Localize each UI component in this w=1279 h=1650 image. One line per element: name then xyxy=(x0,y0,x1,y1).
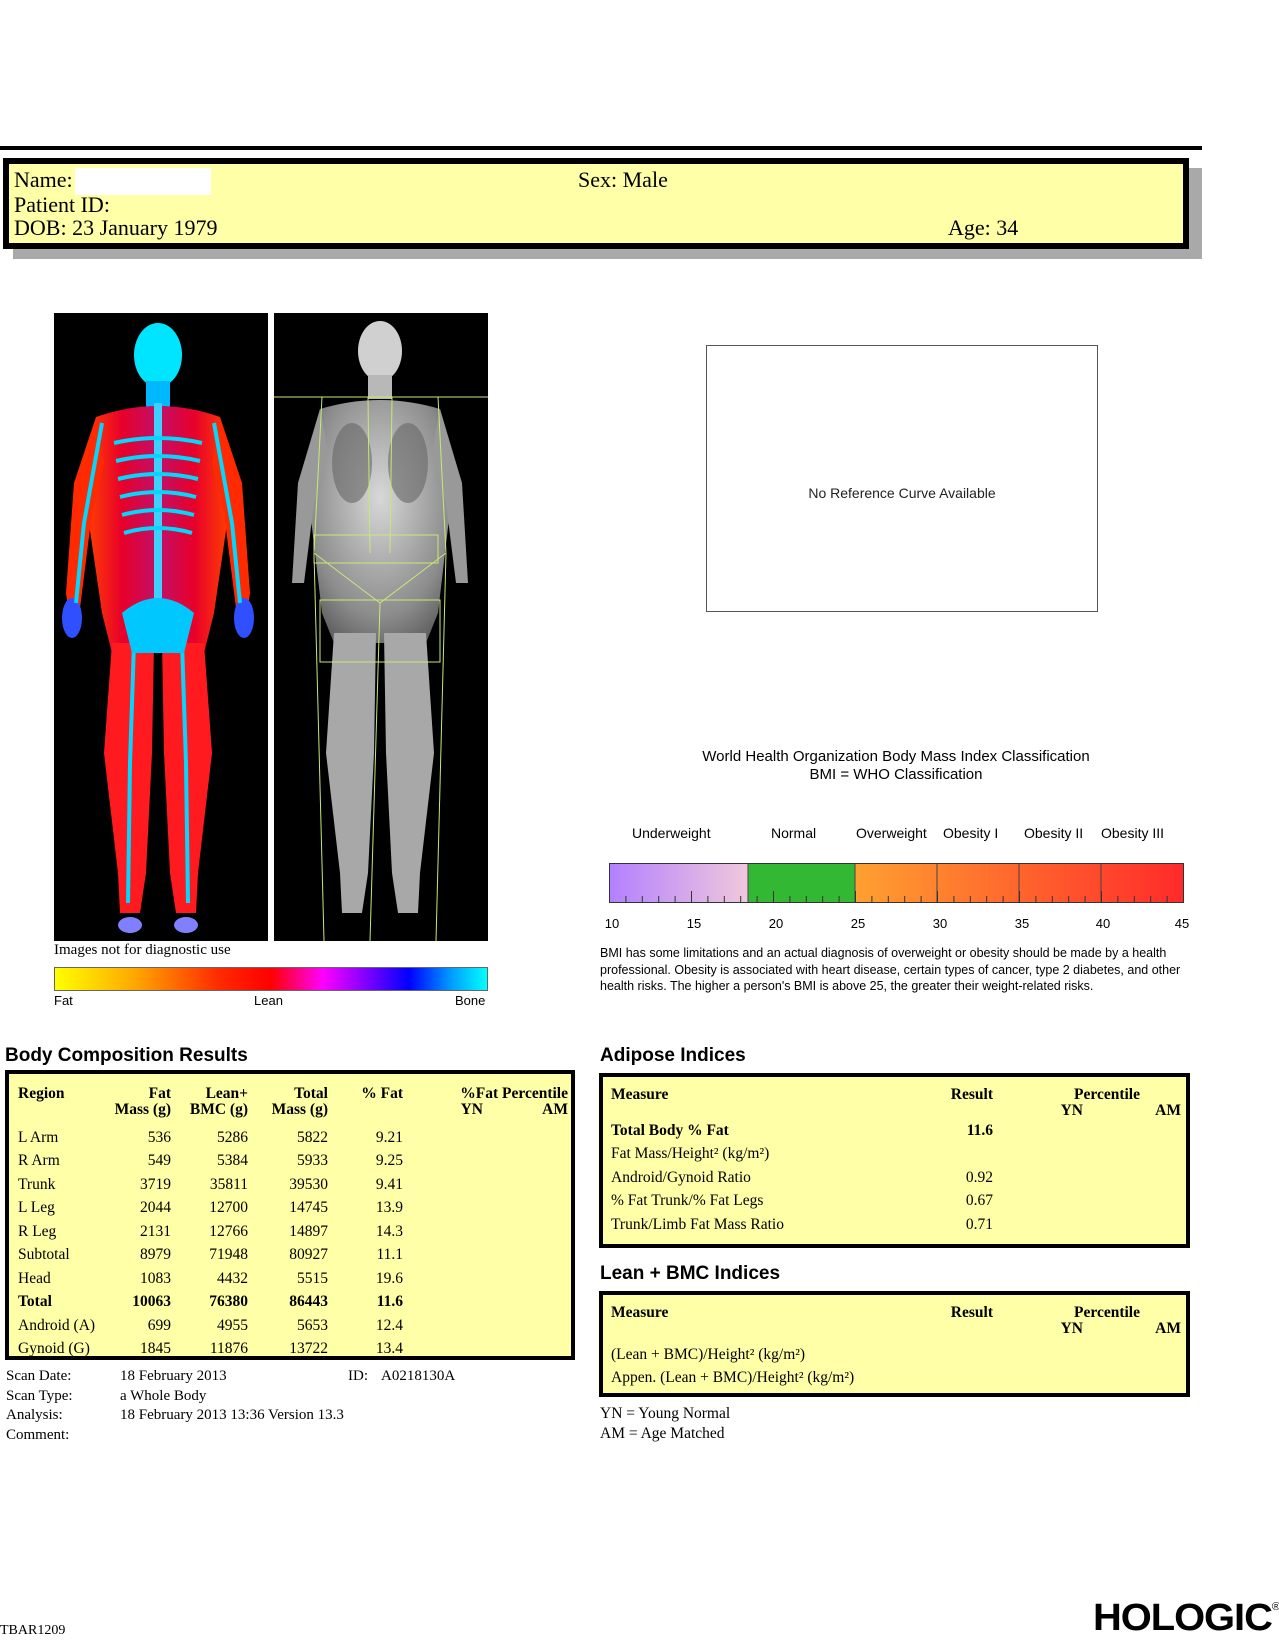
age-value: 34 xyxy=(996,215,1019,240)
body-composition-color-image xyxy=(54,313,268,941)
scan-type-label: Scan Type: xyxy=(6,1387,73,1404)
row-yn xyxy=(403,1314,483,1338)
row-lean: 35811 xyxy=(209,1175,248,1193)
measure-result xyxy=(883,1343,993,1367)
row-pct-fat: 14.3 xyxy=(375,1222,403,1240)
bmi-title: World Health Organization Body Mass Index Classification xyxy=(702,748,1090,765)
bmi-category-obesity-1: Obesity I xyxy=(943,825,999,841)
scan-id-label: ID: xyxy=(348,1368,368,1384)
row-region: Subtotal xyxy=(18,1246,70,1264)
row-yn xyxy=(403,1197,483,1221)
colorbar-label-bone: Bone xyxy=(455,993,486,1008)
row-pct-fat: 11.1 xyxy=(376,1246,403,1264)
fat-lean-bone-colorbar xyxy=(54,967,488,991)
comment-label: Comment: xyxy=(6,1426,70,1443)
row-pct-fat: 19.6 xyxy=(375,1269,403,1287)
row-am xyxy=(483,1173,568,1197)
row-region: L Leg xyxy=(18,1199,55,1217)
patient-name-row xyxy=(14,168,73,192)
measure-name: Trunk/Limb Fat Mass Ratio xyxy=(611,1215,784,1233)
header-total-1: Total xyxy=(294,1085,328,1102)
name-label: Name: xyxy=(14,167,73,192)
scan-date-value: 18 February 2013 xyxy=(120,1368,227,1384)
sex-row xyxy=(578,168,668,192)
measure-name: % Fat Trunk/% Fat Legs xyxy=(611,1192,764,1210)
colorbar-label-lean: Lean xyxy=(254,993,283,1008)
table-row xyxy=(611,1367,1181,1391)
bmi-category-obesity-2: Obesity II xyxy=(1024,825,1084,841)
trademark-icon: ® xyxy=(1271,1601,1279,1613)
row-fat: 549 xyxy=(147,1152,171,1170)
row-fat: 2131 xyxy=(140,1222,171,1240)
measure-yn xyxy=(993,1190,1083,1214)
patient-id-row xyxy=(14,193,110,217)
row-lean: 5286 xyxy=(217,1128,248,1146)
adipose-header-yn: YN xyxy=(1060,1102,1083,1119)
row-region: R Leg xyxy=(18,1222,57,1240)
measure-yn xyxy=(993,1166,1083,1190)
row-yn xyxy=(403,1173,483,1197)
row-total: 39530 xyxy=(289,1175,328,1193)
row-total: 5653 xyxy=(297,1316,328,1334)
row-region: Head xyxy=(18,1269,51,1287)
legend-yn: YN = Young Normal xyxy=(600,1405,731,1422)
row-total: 5933 xyxy=(297,1152,328,1170)
bmi-tick-10: 10 xyxy=(604,916,620,931)
row-region: R Arm xyxy=(18,1152,60,1170)
row-fat: 1083 xyxy=(140,1269,171,1287)
lean-header-percentile: Percentile xyxy=(1074,1304,1140,1321)
row-pct-fat: 13.4 xyxy=(375,1340,403,1358)
age-row xyxy=(948,216,1018,240)
lean-header-yn: YN xyxy=(1060,1320,1083,1337)
bmi-scale-bar xyxy=(609,863,1184,903)
bmi-category-normal: Normal xyxy=(771,825,817,841)
measure-yn xyxy=(993,1213,1083,1237)
row-fat: 3719 xyxy=(140,1175,171,1193)
scan-date-label: Scan Date: xyxy=(6,1368,72,1384)
bmi-category-underweight: Underweight xyxy=(632,825,711,841)
row-yn xyxy=(403,1338,483,1362)
header-fat-2: Mass (g) xyxy=(114,1101,171,1118)
table-row xyxy=(18,1267,568,1291)
row-pct-fat: 9.25 xyxy=(375,1152,403,1170)
table-row xyxy=(18,1314,568,1338)
measure-am xyxy=(1083,1343,1181,1367)
sex-label: Sex: xyxy=(578,167,618,192)
table-row xyxy=(18,1126,568,1150)
row-yn xyxy=(403,1126,483,1150)
row-lean: 4955 xyxy=(217,1316,248,1334)
header-yn: YN xyxy=(460,1101,483,1118)
reference-curve-panel xyxy=(706,345,1098,612)
row-pct-fat: 13.9 xyxy=(375,1199,403,1217)
name-redaction xyxy=(75,168,211,195)
reference-curve-message: No Reference Curve Available xyxy=(808,485,996,501)
adipose-indices-table xyxy=(611,1087,1181,1237)
row-lean: 71948 xyxy=(209,1246,248,1264)
measure-yn xyxy=(993,1367,1083,1391)
patient-id-label: Patient ID: xyxy=(14,192,110,217)
row-lean: 76380 xyxy=(209,1293,248,1311)
measure-am xyxy=(1083,1213,1181,1237)
table-row xyxy=(611,1119,1181,1143)
measure-yn xyxy=(993,1143,1083,1167)
report-code: TBAR1209 xyxy=(0,1623,66,1638)
row-yn xyxy=(403,1267,483,1291)
header-lean-1: Lean+ xyxy=(205,1085,248,1102)
row-am xyxy=(483,1150,568,1174)
bmi-band-underweight xyxy=(609,863,748,903)
row-fat: 536 xyxy=(147,1128,171,1146)
row-region: Android (A) xyxy=(18,1316,96,1334)
lean-bmc-indices-title: Lean + BMC Indices xyxy=(600,1263,781,1284)
patient-info-box xyxy=(3,158,1189,249)
row-am xyxy=(483,1338,568,1362)
row-lean: 11876 xyxy=(209,1340,248,1358)
row-am xyxy=(483,1267,568,1291)
row-total: 14897 xyxy=(289,1222,328,1240)
bmi-tick-20: 20 xyxy=(768,916,784,931)
row-lean: 5384 xyxy=(217,1152,248,1170)
row-fat: 8979 xyxy=(140,1246,171,1264)
measure-am xyxy=(1083,1367,1181,1391)
bmi-tick-25: 25 xyxy=(850,916,866,931)
measure-name: Android/Gynoid Ratio xyxy=(611,1168,751,1186)
dob-label: DOB: xyxy=(14,215,67,240)
bmi-category-obesity-3: Obesity III xyxy=(1101,825,1165,841)
sex-value: Male xyxy=(622,167,668,192)
table-row xyxy=(18,1220,568,1244)
adipose-indices-box xyxy=(599,1073,1190,1248)
header-lean-2: BMC (g) xyxy=(189,1101,248,1118)
row-fat: 10063 xyxy=(132,1293,171,1311)
row-total: 14745 xyxy=(289,1199,328,1217)
table-row xyxy=(18,1244,568,1268)
measure-result: 0.92 xyxy=(965,1168,993,1186)
table-row xyxy=(611,1143,1181,1167)
legend-am: AM = Age Matched xyxy=(600,1425,725,1442)
lean-header-measure: Measure xyxy=(611,1304,669,1321)
measure-name: (Lean + BMC)/Height² (kg/m²) xyxy=(611,1345,806,1363)
header-rule xyxy=(0,146,1202,150)
header-am: AM xyxy=(542,1101,568,1118)
table-row-total xyxy=(18,1291,568,1315)
row-total: 13722 xyxy=(289,1340,328,1358)
bmi-disclaimer: BMI has some limitations and an actual diagnosis of overweight or obesity should be made by a health professional. Obesity is associated with heart disease, certain types of cancer, type 2 diabetes, and other health risks. The higher a person's BMI is above 25, the greater their weight-related risks. xyxy=(600,946,1181,993)
row-total: 86443 xyxy=(289,1293,328,1311)
row-region: L Arm xyxy=(18,1128,59,1146)
bmi-tick-40: 40 xyxy=(1095,916,1111,931)
bmi-category-overweight: Overweight xyxy=(856,825,927,841)
body-composition-table xyxy=(18,1086,568,1361)
row-pct-fat: 12.4 xyxy=(375,1316,403,1334)
row-region: Total xyxy=(18,1293,52,1311)
header-fat-1: Fat xyxy=(148,1085,171,1102)
header-pct-fat: % Fat xyxy=(361,1085,403,1102)
scan-type-value: a Whole Body xyxy=(120,1387,207,1404)
lean-header-result: Result xyxy=(950,1304,993,1321)
table-row xyxy=(611,1343,1181,1367)
measure-name: Total Body % Fat xyxy=(611,1121,729,1139)
row-pct-fat: 9.21 xyxy=(375,1128,403,1146)
row-region: Gynoid (G) xyxy=(18,1340,90,1358)
measure-result: 0.71 xyxy=(965,1215,993,1233)
measure-am xyxy=(1083,1119,1181,1143)
percentile-legend xyxy=(600,1404,730,1444)
hologic-logo xyxy=(1093,1597,1279,1640)
measure-result xyxy=(883,1143,993,1167)
row-lean: 12766 xyxy=(209,1222,248,1240)
logo-text: HOLOGIC xyxy=(1093,1597,1272,1639)
adipose-header-percentile: Percentile xyxy=(1074,1086,1140,1103)
analysis-label: Analysis: xyxy=(6,1407,63,1423)
row-am xyxy=(483,1126,568,1150)
row-region: Trunk xyxy=(18,1175,56,1193)
row-pct-fat: 9.41 xyxy=(375,1175,403,1193)
header-region: Region xyxy=(18,1085,65,1102)
body-composition-table-box xyxy=(5,1070,575,1360)
row-yn xyxy=(403,1220,483,1244)
bmi-subtitle: BMI = WHO Classification xyxy=(809,766,983,783)
measure-am xyxy=(1083,1143,1181,1167)
header-total-2: Mass (g) xyxy=(271,1101,328,1118)
row-am xyxy=(483,1291,568,1315)
measure-name: Appen. (Lean + BMC)/Height² (kg/m²) xyxy=(611,1369,855,1387)
measure-am xyxy=(1083,1166,1181,1190)
bmi-tick-15: 15 xyxy=(686,916,702,931)
lean-bmc-indices-box xyxy=(599,1291,1190,1397)
measure-am xyxy=(1083,1190,1181,1214)
row-am xyxy=(483,1244,568,1268)
measure-result: 11.6 xyxy=(966,1121,993,1139)
lean-header-am: AM xyxy=(1155,1320,1181,1337)
bmi-tick-35: 35 xyxy=(1014,916,1030,931)
lean-bmc-indices-table xyxy=(611,1305,1181,1390)
scan-id-value: A0218130A xyxy=(381,1368,456,1384)
adipose-header-result: Result xyxy=(950,1086,993,1103)
dob-row xyxy=(14,216,217,240)
row-fat: 699 xyxy=(147,1316,171,1334)
row-total: 5822 xyxy=(297,1128,328,1146)
row-lean: 12700 xyxy=(209,1199,248,1217)
row-yn xyxy=(403,1244,483,1268)
row-lean: 4432 xyxy=(217,1269,248,1287)
bmi-tick-30: 30 xyxy=(932,916,948,931)
row-pct-fat: 11.6 xyxy=(376,1293,403,1311)
measure-name: Fat Mass/Height² (kg/m²) xyxy=(611,1145,770,1163)
row-am xyxy=(483,1197,568,1221)
row-am xyxy=(483,1220,568,1244)
row-total: 5515 xyxy=(297,1269,328,1287)
colorbar-label-fat: Fat xyxy=(54,993,73,1008)
adipose-header-measure: Measure xyxy=(611,1086,669,1103)
images-caption: Images not for diagnostic use xyxy=(54,942,231,958)
measure-result xyxy=(883,1367,993,1391)
analysis-value: 18 February 2013 13:36 Version 13.3 xyxy=(120,1407,344,1423)
body-composition-title: Body Composition Results xyxy=(5,1045,248,1066)
table-row xyxy=(18,1338,568,1362)
adipose-header-am: AM xyxy=(1155,1102,1181,1119)
measure-result: 0.67 xyxy=(965,1192,993,1210)
body-xray-image xyxy=(274,313,488,941)
row-total: 80927 xyxy=(289,1246,328,1264)
table-row xyxy=(18,1197,568,1221)
bmi-tick-45: 45 xyxy=(1174,916,1190,931)
table-row xyxy=(18,1173,568,1197)
table-row xyxy=(611,1190,1181,1214)
row-yn xyxy=(403,1150,483,1174)
row-fat: 1845 xyxy=(140,1340,171,1358)
measure-yn xyxy=(993,1119,1083,1143)
table-row xyxy=(18,1150,568,1174)
age-label: Age: xyxy=(948,215,991,240)
table-row xyxy=(611,1166,1181,1190)
row-am xyxy=(483,1314,568,1338)
row-yn xyxy=(403,1291,483,1315)
dob-value: 23 January 1979 xyxy=(72,215,218,240)
measure-yn xyxy=(993,1343,1083,1367)
table-row xyxy=(611,1213,1181,1237)
row-fat: 2044 xyxy=(140,1199,171,1217)
header-fat-percentile: %Fat Percentile xyxy=(460,1085,568,1102)
adipose-indices-title: Adipose Indices xyxy=(600,1045,746,1066)
